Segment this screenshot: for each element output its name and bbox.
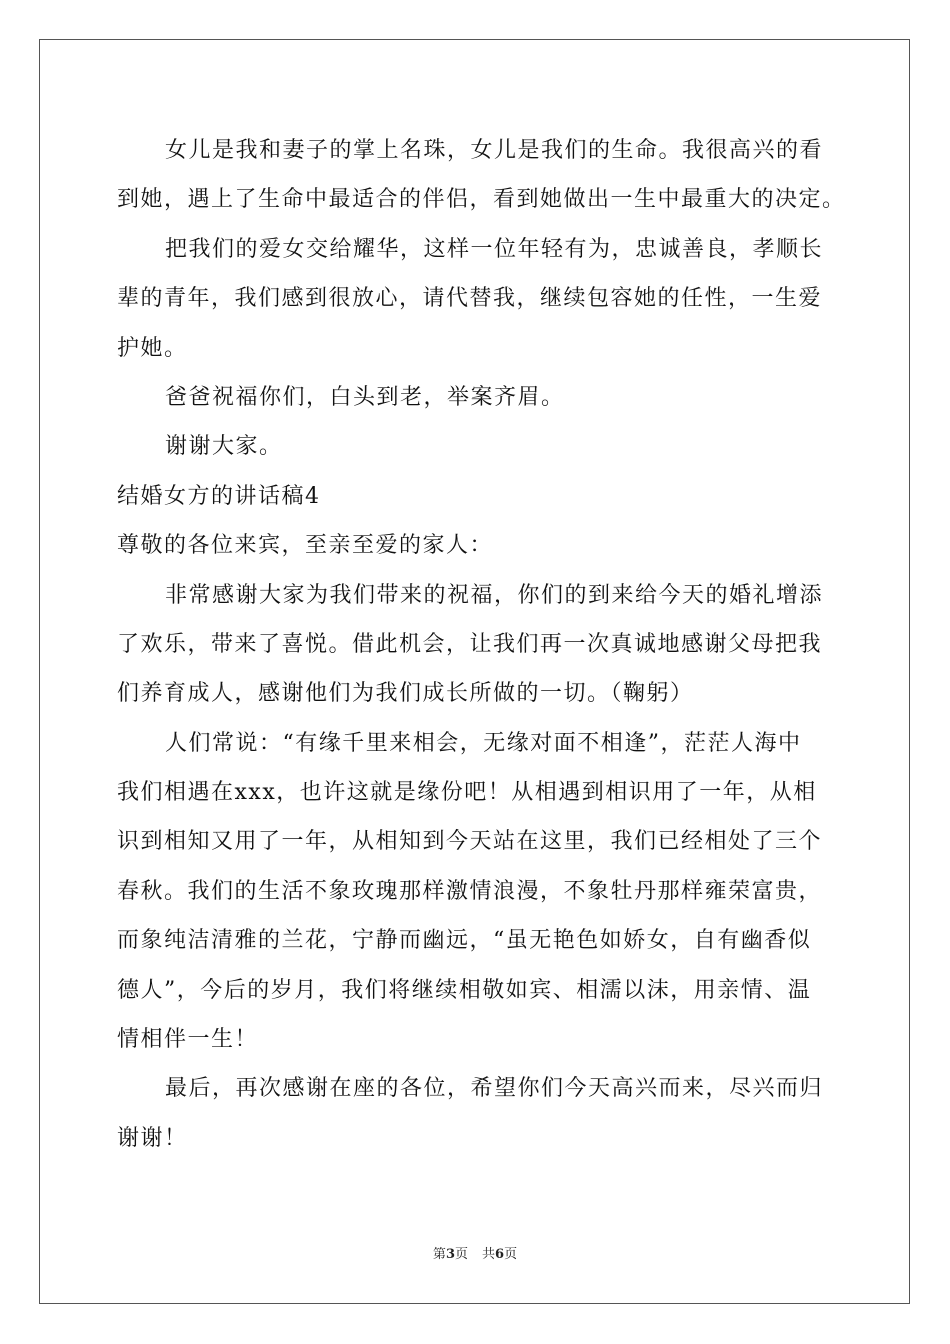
text-line: 谢谢！ xyxy=(117,1125,188,1151)
paragraph xyxy=(117,521,837,570)
text-line: 到她，遇上了生命中最适合的伴侣，看到她做出一生中最重大的决定。 xyxy=(117,187,846,213)
text-line: 识到相知又用了一年，从相知到今天站在这里，我们已经相处了三个 xyxy=(117,829,823,855)
text-line: 非常感谢大家为我们带来的祝福，你们的到来给今天的婚礼增添 xyxy=(165,582,824,608)
paragraph xyxy=(117,126,846,225)
footer-page-suffix: 页 xyxy=(454,1247,468,1262)
text-line: 们养育成人，感谢他们为我们成长所做的一切。（鞠躬） xyxy=(117,681,694,707)
text-line: 护她。 xyxy=(117,335,188,361)
paragraph xyxy=(117,571,837,719)
text-line: 我们相遇在xxx，也许这就是缘份吧！从相遇到相识用了一年，从相 xyxy=(117,780,817,806)
paragraph xyxy=(117,1114,837,1163)
text-line: 把我们的爱女交给耀华，这样一位年轻有为，忠诚善良，孝顺长 xyxy=(165,236,824,262)
paragraph xyxy=(117,422,837,471)
text-line: 春秋。我们的生活不象玫瑰那样激情浪漫，不象牡丹那样雍荣富贵， xyxy=(117,878,823,904)
text-line: 爸爸祝福你们，白头到老，举案齐眉。 xyxy=(165,384,565,410)
paragraph xyxy=(117,225,837,373)
text-line: 辈的青年，我们感到很放心，请代替我，继续包容她的任性，一生爱 xyxy=(117,286,823,312)
text-line: 而象纯洁清雅的兰花，宁静而幽远，“虽无艳色如娇女，自有幽香似 xyxy=(117,928,812,954)
document-body xyxy=(117,126,846,1163)
text-line: 结婚女方的讲话稿4 xyxy=(117,483,321,509)
text-line: 情相伴一生！ xyxy=(117,1027,259,1053)
text-line: 女儿是我和妻子的掌上名珠，女儿是我们的生命。我很高兴的看 xyxy=(165,138,824,163)
text-line: 了欢乐，带来了喜悦。借此机会，让我们再一次真诚地感谢父母把我 xyxy=(117,631,823,657)
page-footer xyxy=(0,1246,950,1264)
current-page-number: 3 xyxy=(445,1247,455,1262)
text-line: 尊敬的各位来宾，至亲至爱的家人： xyxy=(117,533,494,559)
total-page-count: 6 xyxy=(495,1247,505,1262)
text-line: 谢谢大家。 xyxy=(165,434,283,460)
footer-total-prefix: 共 xyxy=(482,1247,496,1262)
paragraph xyxy=(117,373,837,422)
text-line: 人们常说：“有缘千里来相会，无缘对面不相逢”，茫茫人海中 xyxy=(165,730,802,756)
paragraph xyxy=(117,1064,837,1113)
paragraph xyxy=(117,472,837,521)
footer-total-suffix: 页 xyxy=(504,1247,518,1262)
text-line: 最后，再次感谢在座的各位，希望你们今天高兴而来，尽兴而归 xyxy=(165,1076,824,1102)
footer-prefix: 第 xyxy=(432,1247,446,1262)
text-line: 德人”，今后的岁月，我们将继续相敬如宾、相濡以沫，用亲情、温 xyxy=(117,977,812,1003)
paragraph xyxy=(117,719,837,1065)
